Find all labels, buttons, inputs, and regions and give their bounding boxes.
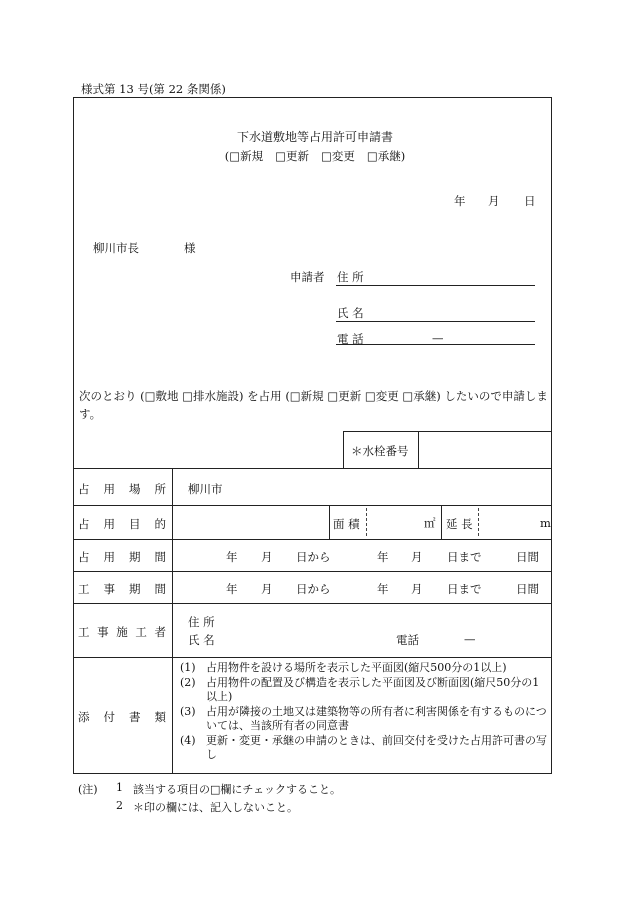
contractor-name-label: 氏 名 — [188, 633, 215, 647]
area-divider — [329, 505, 330, 539]
application-statement: 次のとおり (□敷地 □排水施設) を占用 (□新規 □更新 □変更 □承継) したいので申請します。 — [79, 389, 548, 421]
addressee-honorific: 様 — [184, 241, 196, 255]
hydrant-box-left-border — [343, 431, 344, 468]
occupancy-days: 日間 — [516, 550, 539, 564]
attachment-item: (3) 占用が隣接の土地又は建築物等の所有者に利害関係を有するものについては、当該所有者の同意書 — [180, 704, 547, 732]
checkbox-icon[interactable]: □ — [321, 149, 332, 163]
date-day-label: 日 — [524, 194, 536, 208]
length-dashed-divider — [478, 508, 479, 536]
construction-until: 日まで — [447, 582, 482, 596]
attachments-list — [180, 661, 548, 763]
row-label-contractor: 工 事 施 工 者 — [78, 625, 166, 639]
purpose-field[interactable] — [174, 507, 328, 537]
form-number: 様式第 13 号(第 22 条関係) — [81, 82, 226, 96]
hydrant-box-top-border — [343, 431, 552, 432]
label-column-divider — [172, 468, 173, 774]
option-new: 新規 — [240, 149, 264, 163]
applicant-phone-label: 電 話 — [337, 332, 364, 346]
notes-prefix: (注) — [78, 783, 98, 796]
occupancy-from: 日から — [296, 550, 331, 564]
row-divider — [73, 505, 552, 506]
contractor-address-label: 住 所 — [188, 615, 215, 629]
note-2-number: 2 — [116, 799, 123, 812]
length-label: 延 長 — [446, 517, 473, 531]
construction-month2: 月 — [411, 582, 423, 596]
table-top-border — [73, 468, 552, 469]
checkbox-icon[interactable]: □ — [275, 149, 286, 163]
hydrant-number-label: ＊水栓番号 — [351, 444, 409, 458]
contractor-phone-label: 電話 — [396, 633, 419, 647]
attachment-item: (1) 占用物件を設ける場所を表示した平面図(縮尺500分の1以上) — [180, 661, 507, 674]
area-label: 面 積 — [333, 517, 360, 531]
applicant-name-field[interactable] — [336, 321, 535, 322]
row-label-attachments: 添 付 書 類 — [78, 710, 166, 724]
date-year-label: 年 — [454, 194, 466, 208]
occupancy-month2: 月 — [411, 550, 423, 564]
date-month-label: 月 — [488, 194, 500, 208]
construction-year1: 年 — [226, 582, 238, 596]
location-value[interactable]: 柳川市 — [188, 482, 223, 496]
occupancy-year1: 年 — [226, 550, 238, 564]
row-divider — [73, 657, 552, 658]
paren-open: ( — [224, 149, 230, 163]
construction-month1: 月 — [261, 582, 273, 596]
option-renew: 更新 — [286, 149, 309, 163]
row-label-construction-period: 工 事 期 間 — [78, 582, 166, 596]
row-divider — [73, 539, 552, 540]
option-succession: 承継 — [377, 149, 401, 163]
attachment-item: (4) 更新・変更・承継の申請のときは、前回交付を受けた占用許可書の写し — [180, 733, 547, 761]
attachment-item: (2) 占用物件の配置及び構造を表示した平面図及び断面図(縮尺50分の1以上) — [180, 675, 540, 703]
area-unit: ㎡ — [424, 516, 436, 530]
paren-close: ) — [400, 149, 406, 163]
applicant-phone-field[interactable] — [336, 344, 535, 345]
construction-year2: 年 — [377, 582, 389, 596]
checkbox-icon[interactable]: □ — [229, 149, 241, 163]
form-title: 下水道敷地等占用許可申請書 — [236, 130, 393, 144]
applicant-phone-dash: — — [432, 331, 444, 345]
application-type-options — [0, 148, 630, 164]
row-divider — [73, 603, 552, 604]
note-2-text: ＊印の欄には、記入しないこと。 — [133, 801, 298, 814]
row-label-location: 占 用 場 所 — [78, 482, 166, 496]
row-divider — [73, 571, 552, 572]
row-label-occupancy-period: 占 用 期 間 — [78, 550, 166, 564]
applicant-address-label: 住 所 — [337, 270, 364, 284]
hydrant-number-field[interactable] — [420, 433, 548, 466]
occupancy-until: 日まで — [447, 550, 482, 564]
length-divider — [441, 505, 442, 539]
applicant-label: 申請者 — [290, 270, 325, 284]
option-change: 変更 — [331, 149, 355, 163]
area-dashed-divider — [366, 508, 367, 536]
note-1-number: 1 — [116, 781, 123, 794]
contractor-phone-dash: — — [464, 632, 476, 646]
occupancy-year2: 年 — [377, 550, 389, 564]
hydrant-box-divider — [418, 431, 419, 468]
applicant-address-field[interactable] — [336, 285, 535, 286]
construction-from: 日から — [296, 582, 331, 596]
row-label-purpose: 占 用 目 的 — [78, 517, 166, 531]
length-unit: m — [540, 516, 551, 530]
checkbox-icon[interactable]: □ — [366, 149, 378, 163]
applicant-name-label: 氏 名 — [337, 306, 364, 320]
construction-days: 日間 — [516, 582, 539, 596]
occupancy-month1: 月 — [261, 550, 273, 564]
note-1-text: 該当する項目の□欄にチェックすること。 — [133, 783, 342, 796]
addressee-name: 柳川市長 — [93, 241, 139, 255]
